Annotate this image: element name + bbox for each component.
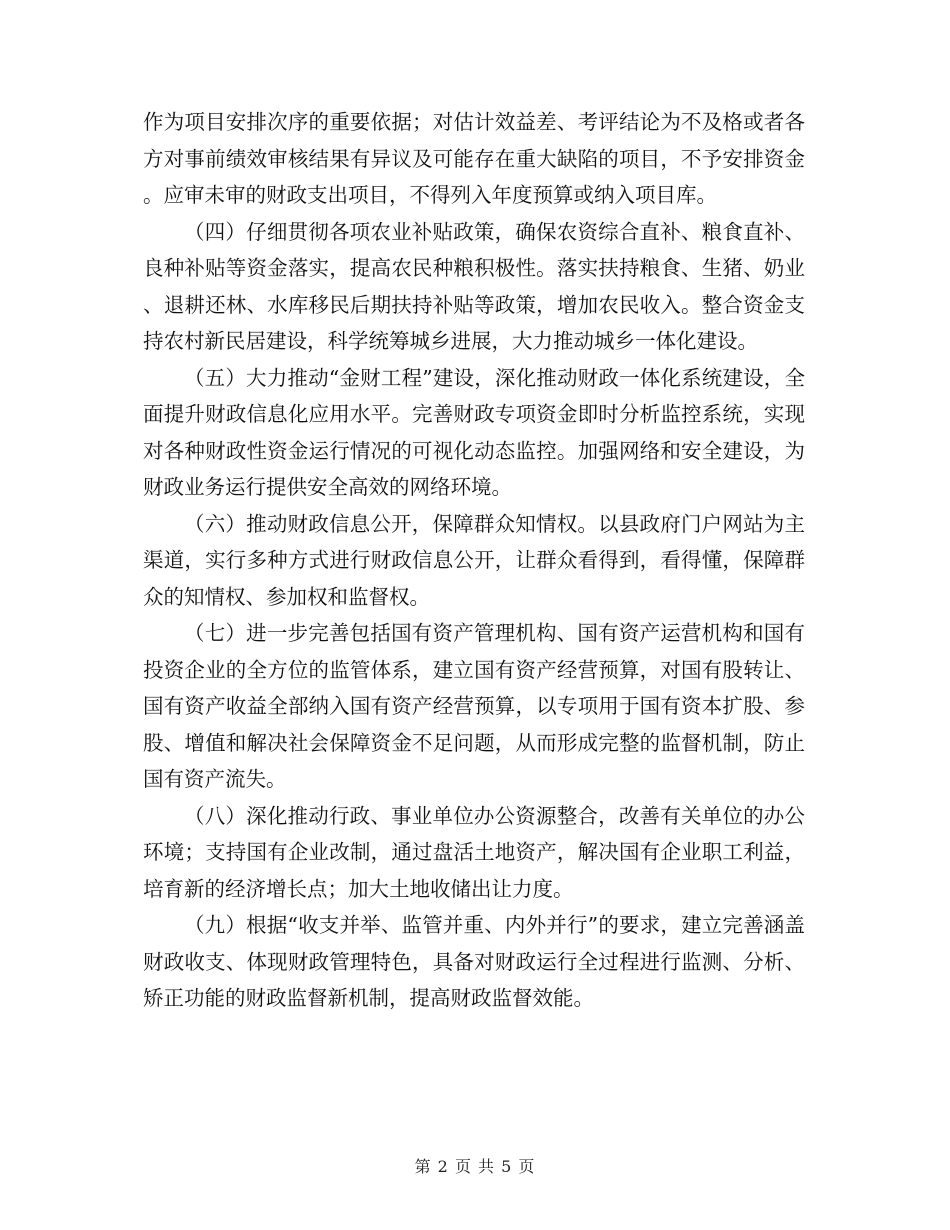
- page-number-footer: 第 2 页 共 5 页: [414, 1157, 536, 1176]
- body-paragraph: （六）推动财政信息公开，保障群众知情权。以县政府门户网站为主渠道，实行多种方式进行财政信息公开，让群众看得到，看得懂，保障群众的知情权、参加权和监督权。: [143, 511, 805, 609]
- body-paragraph: （四）仔细贯彻各项农业补贴政策，确保农资综合直补、粮食直补、良种补贴等资金落实，提高农民种粮积极性。落实扶持粮食、生猪、奶业、退耕还林、水库移民后期扶持补贴等政策，增加农民收入。整合资金支持农村新民居建设，科学统筹城乡进展，大力推动城乡一体化建设。: [143, 219, 805, 353]
- body-paragraph: 作为项目安排次序的重要依据；对估计效益差、考评结论为不及格或者各方对事前绩效审核结果有异议及可能存在重大缺陷的项目，不予安排资金。应审未审的财政支出项目，不得列入年度预算或纳入项目库。: [143, 110, 805, 207]
- document-body: [143, 104, 805, 1017]
- body-paragraph: （五）大力推动“金财工程”建设，深化推动财政一体化系统建设，全面提升财政信息化应用水平。完善财政专项资金即时分析监控系统，实现对各种财政性资金运行情况的可视化动态监控。加强网络和安全建设，为财政业务运行提供安全高效的网络环境。: [143, 365, 805, 499]
- body-paragraph: （七）进一步完善包括国有资产管理机构、国有资产运营机构和国有投资企业的全方位的监管体系，建立国有资产经营预算，对国有股转让、国有资产收益全部纳入国有资产经营预算，以专项用于国有资本扩股、参股、增值和解决社会保障资金不足问题，从而形成完整的监督机制，防止国有资产流失。: [143, 621, 805, 791]
- body-paragraph: （八）深化推动行政、事业单位办公资源整合，改善有关单位的办公环境；支持国有企业改制，通过盘活土地资产，解决国有企业职工利益，培育新的经济增长点；加大土地收储出让力度。: [143, 803, 805, 901]
- body-paragraph: （九）根据“收支并举、监管并重、内外并行”的要求，建立完善涵盖财政收支、体现财政管理特色，具备对财政运行全过程进行监测、分析、矫正功能的财政监督新机制，提高财政监督效能。: [143, 913, 805, 1010]
